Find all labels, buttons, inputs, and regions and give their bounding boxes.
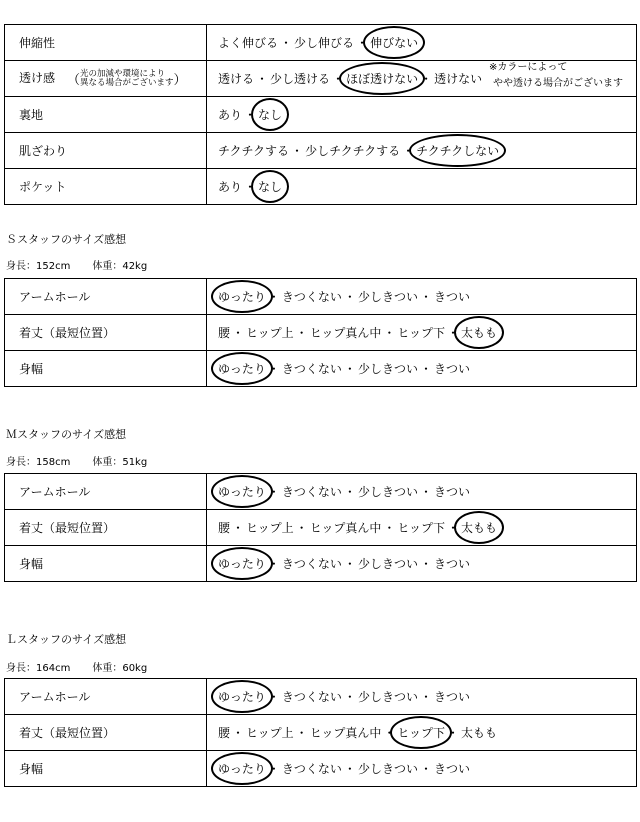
separator: ・	[267, 762, 280, 776]
separator: ・	[267, 690, 280, 704]
option: ヒップ上	[246, 521, 294, 535]
selected-option: ゆったり	[218, 690, 266, 704]
size-table	[4, 678, 637, 787]
row-label: 着丈（最短位置）	[5, 315, 207, 351]
separator: ・	[267, 362, 280, 376]
separator: ・	[446, 521, 459, 535]
option: 腰	[218, 326, 231, 340]
row-label: 身幅	[5, 351, 207, 387]
row-options	[207, 546, 637, 582]
separator: ・	[295, 726, 308, 740]
staff-stats	[6, 659, 147, 674]
separator: ・	[420, 72, 433, 86]
selected-option: ゆったり	[218, 290, 266, 304]
label-note-line: 異なる場合がございます	[80, 77, 174, 88]
row-options	[207, 715, 637, 751]
selected-option: なし	[258, 180, 283, 194]
row-options	[207, 25, 637, 61]
separator: ・	[267, 290, 280, 304]
option: 透けない	[434, 72, 483, 86]
row-options	[207, 97, 637, 133]
option: 少しきつい	[357, 557, 418, 571]
row-label: 着丈（最短位置）	[5, 715, 207, 751]
separator: ・	[343, 362, 356, 376]
row-label	[5, 169, 207, 205]
row-label: アームホール	[5, 474, 207, 510]
separator: ・	[343, 690, 356, 704]
separator: ・	[446, 726, 459, 740]
selected-option: ゆったり	[218, 485, 266, 499]
option: 少し透ける	[270, 72, 331, 86]
separator: ・	[343, 762, 356, 776]
staff-height: 身長：164cm	[6, 663, 71, 674]
option: 腰	[218, 521, 231, 535]
fabric-row	[5, 169, 637, 205]
option: ヒップ下	[397, 521, 445, 535]
option: きつくない	[281, 290, 342, 304]
separator: ・	[419, 557, 432, 571]
row-label	[5, 61, 207, 97]
separator: ・	[291, 144, 304, 158]
row-options	[207, 133, 637, 169]
option: あり	[218, 180, 243, 194]
row-label: アームホール	[5, 279, 207, 315]
row-label-text: 裏地	[19, 108, 44, 122]
separator: ・	[419, 290, 432, 304]
section-heading: Ｓスタッフのサイズ感想	[6, 233, 127, 246]
staff-height: 身長：152cm	[6, 261, 71, 272]
separator: ・	[343, 557, 356, 571]
fabric-row	[5, 25, 637, 61]
size-row	[5, 546, 637, 582]
option: チクチクする	[218, 144, 290, 158]
option: 少しきつい	[357, 762, 418, 776]
row-options	[207, 351, 637, 387]
size-row	[5, 679, 637, 715]
option: きつくない	[281, 362, 342, 376]
fabric-row	[5, 97, 637, 133]
selected-option: チクチクしない	[416, 144, 500, 158]
selected-option: 太もも	[461, 326, 498, 340]
separator: ・	[267, 485, 280, 499]
separator: ・	[383, 726, 396, 740]
separator: ・	[419, 690, 432, 704]
separator: ・	[383, 326, 396, 340]
row-label	[5, 97, 207, 133]
row-label: アームホール	[5, 679, 207, 715]
selected-option: ゆったり	[218, 557, 266, 571]
size-row	[5, 715, 637, 751]
transparency-remark	[489, 60, 623, 92]
option: きつい	[433, 362, 470, 376]
fabric-table	[4, 24, 637, 205]
separator: ・	[419, 762, 432, 776]
row-options	[207, 279, 637, 315]
option: よく伸びる	[218, 36, 279, 50]
separator: ・	[343, 290, 356, 304]
row-options	[207, 751, 637, 787]
row-label-text: 肌ざわり	[19, 144, 68, 158]
separator: ・	[256, 72, 269, 86]
option: 透ける	[218, 72, 255, 86]
selected-option: 伸びない	[370, 36, 419, 50]
option: 少しきつい	[357, 485, 418, 499]
separator: ・	[383, 521, 396, 535]
staff-weight: 体重：51kg	[92, 457, 148, 468]
option: 少し伸びる	[294, 36, 355, 50]
option: きつくない	[281, 557, 342, 571]
fabric-row	[5, 61, 637, 97]
separator: ・	[267, 557, 280, 571]
option: きつい	[433, 690, 470, 704]
option: ヒップ上	[246, 726, 294, 740]
staff-weight: 体重：42kg	[92, 261, 148, 272]
selected-option: ゆったり	[218, 362, 266, 376]
row-label-text: 透け感	[19, 71, 56, 85]
separator: ・	[402, 144, 415, 158]
separator: ・	[280, 36, 293, 50]
option: 腰	[218, 726, 231, 740]
selected-option: なし	[258, 108, 283, 122]
paren-open: （	[67, 73, 81, 88]
option: 太もも	[461, 726, 498, 740]
label-note-line: 光の加減や環境により	[80, 68, 166, 79]
separator: ・	[343, 485, 356, 499]
row-options	[207, 315, 637, 351]
row-label-text: ポケット	[19, 180, 67, 194]
separator: ・	[419, 362, 432, 376]
option: きつい	[433, 485, 470, 499]
option: きつくない	[281, 690, 342, 704]
option: ヒップ真ん中	[309, 326, 382, 340]
separator: ・	[356, 36, 369, 50]
option: ヒップ上	[246, 326, 294, 340]
selected-option: ほぼ透けない	[346, 72, 419, 86]
label-note	[80, 70, 174, 88]
option: 少しきつい	[357, 362, 418, 376]
option: 少しきつい	[357, 290, 418, 304]
size-row	[5, 351, 637, 387]
size-table	[4, 473, 637, 582]
separator: ・	[244, 108, 257, 122]
size-row	[5, 474, 637, 510]
option: ヒップ下	[397, 326, 445, 340]
selected-option: ヒップ下	[397, 726, 445, 740]
option: 少しきつい	[357, 690, 418, 704]
remark-line: ※カラーによって	[489, 62, 568, 73]
row-label	[5, 25, 207, 61]
section-heading: Ｌスタッフのサイズ感想	[6, 633, 127, 646]
row-options	[207, 169, 637, 205]
selected-option: ゆったり	[218, 762, 266, 776]
selected-option: 太もも	[461, 521, 498, 535]
staff-stats	[6, 453, 147, 468]
size-row	[5, 510, 637, 546]
option: きつくない	[281, 762, 342, 776]
size-table	[4, 278, 637, 387]
row-options	[207, 679, 637, 715]
option: きつくない	[281, 485, 342, 499]
row-label-text: 伸縮性	[19, 36, 56, 50]
remark-line: やや透ける場合がございます	[493, 78, 623, 89]
option: きつい	[433, 290, 470, 304]
staff-height: 身長：158cm	[6, 457, 71, 468]
row-options	[207, 510, 637, 546]
size-row	[5, 315, 637, 351]
fabric-row	[5, 133, 637, 169]
row-label	[5, 133, 207, 169]
option: きつい	[433, 557, 470, 571]
row-options	[207, 474, 637, 510]
section-heading: Ｍスタッフのサイズ感想	[6, 428, 127, 441]
size-row	[5, 751, 637, 787]
separator: ・	[232, 521, 245, 535]
option: きつい	[433, 762, 470, 776]
separator: ・	[244, 180, 257, 194]
separator: ・	[232, 726, 245, 740]
option: あり	[218, 108, 243, 122]
staff-stats	[6, 257, 147, 272]
option: ヒップ真ん中	[309, 726, 382, 740]
paren-close: ）	[173, 73, 187, 88]
separator: ・	[419, 485, 432, 499]
option: 少しチクチクする	[305, 144, 401, 158]
row-options	[207, 61, 637, 97]
size-row	[5, 279, 637, 315]
row-label: 着丈（最短位置）	[5, 510, 207, 546]
separator: ・	[332, 72, 345, 86]
row-label: 身幅	[5, 546, 207, 582]
option: ヒップ真ん中	[309, 521, 382, 535]
row-label: 身幅	[5, 751, 207, 787]
staff-weight: 体重：60kg	[92, 663, 148, 674]
separator: ・	[295, 326, 308, 340]
separator: ・	[446, 326, 459, 340]
separator: ・	[295, 521, 308, 535]
separator: ・	[232, 326, 245, 340]
